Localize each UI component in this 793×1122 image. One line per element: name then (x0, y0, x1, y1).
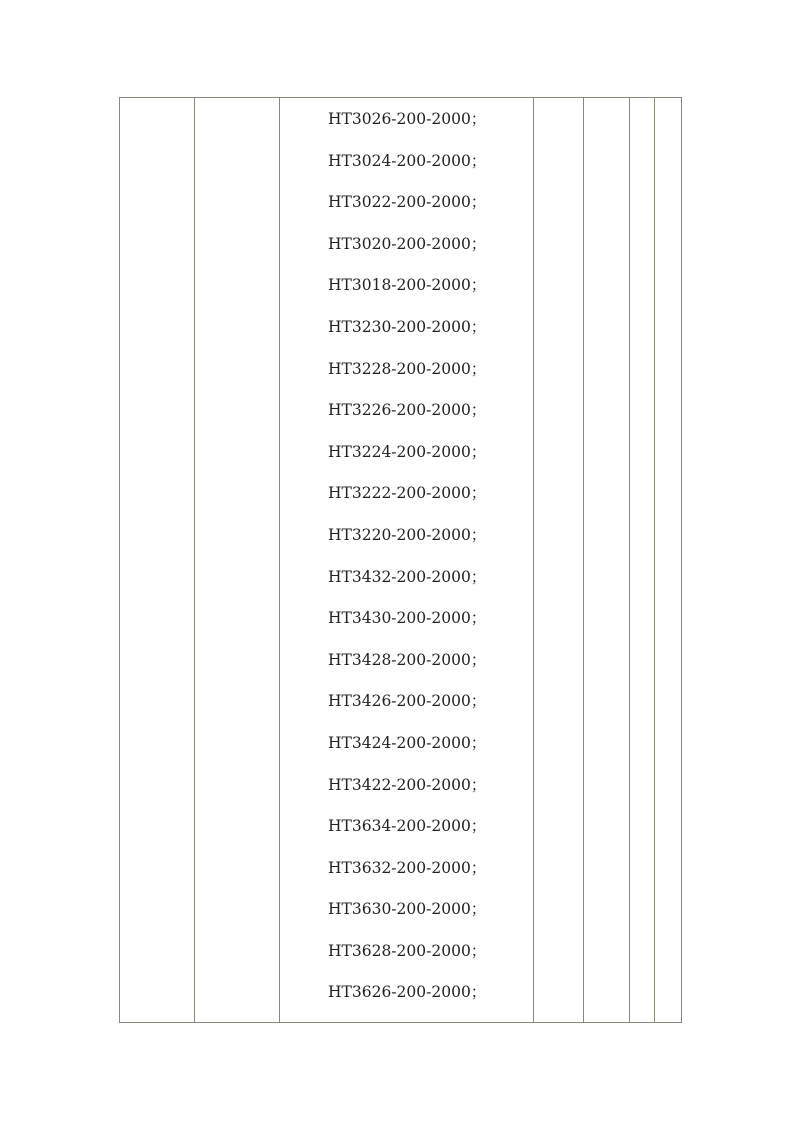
list-item: HT3222-200-2000； (328, 484, 487, 503)
table-cell-empty-6 (655, 98, 682, 1023)
list-item: HT3424-200-2000； (328, 733, 487, 752)
list-item: HT3026-200-2000； (328, 110, 487, 128)
list-item: HT3220-200-2000； (328, 525, 487, 544)
list-item: HT3226-200-2000； (328, 401, 487, 420)
list-item: HT3224-200-2000； (328, 442, 487, 461)
list-item: HT3230-200-2000； (328, 317, 487, 336)
list-item: HT3432-200-2000； (328, 567, 487, 586)
list-item: HT3430-200-2000； (328, 609, 487, 628)
list-item: HT3422-200-2000； (328, 775, 487, 794)
list-item: HT3628-200-2000； (328, 941, 487, 960)
list-item: HT3426-200-2000； (328, 692, 487, 711)
model-number-list (280, 98, 533, 1022)
list-item: HT3228-200-2000； (328, 359, 487, 378)
list-item: HT3022-200-2000； (328, 193, 487, 212)
list-item: HT3018-200-2000； (328, 276, 487, 295)
table-cell-empty-3 (534, 98, 584, 1023)
list-item: HT3630-200-2000； (328, 900, 487, 919)
table-cell-empty-1 (120, 98, 195, 1023)
list-item: HT3632-200-2000； (328, 858, 487, 877)
table-cell-empty-4 (584, 98, 630, 1023)
table-row (120, 98, 682, 1023)
list-item: HT3020-200-2000； (328, 234, 487, 253)
model-list-cell (280, 98, 534, 1023)
table-cell-empty-5 (630, 98, 655, 1023)
list-item: HT3024-200-2000； (328, 151, 487, 170)
specification-table (119, 97, 682, 1023)
list-item: HT3626-200-2000； (328, 983, 487, 1002)
list-item: HT3428-200-2000； (328, 650, 487, 669)
list-item: HT3634-200-2000； (328, 817, 487, 836)
table-cell-empty-2 (195, 98, 280, 1023)
